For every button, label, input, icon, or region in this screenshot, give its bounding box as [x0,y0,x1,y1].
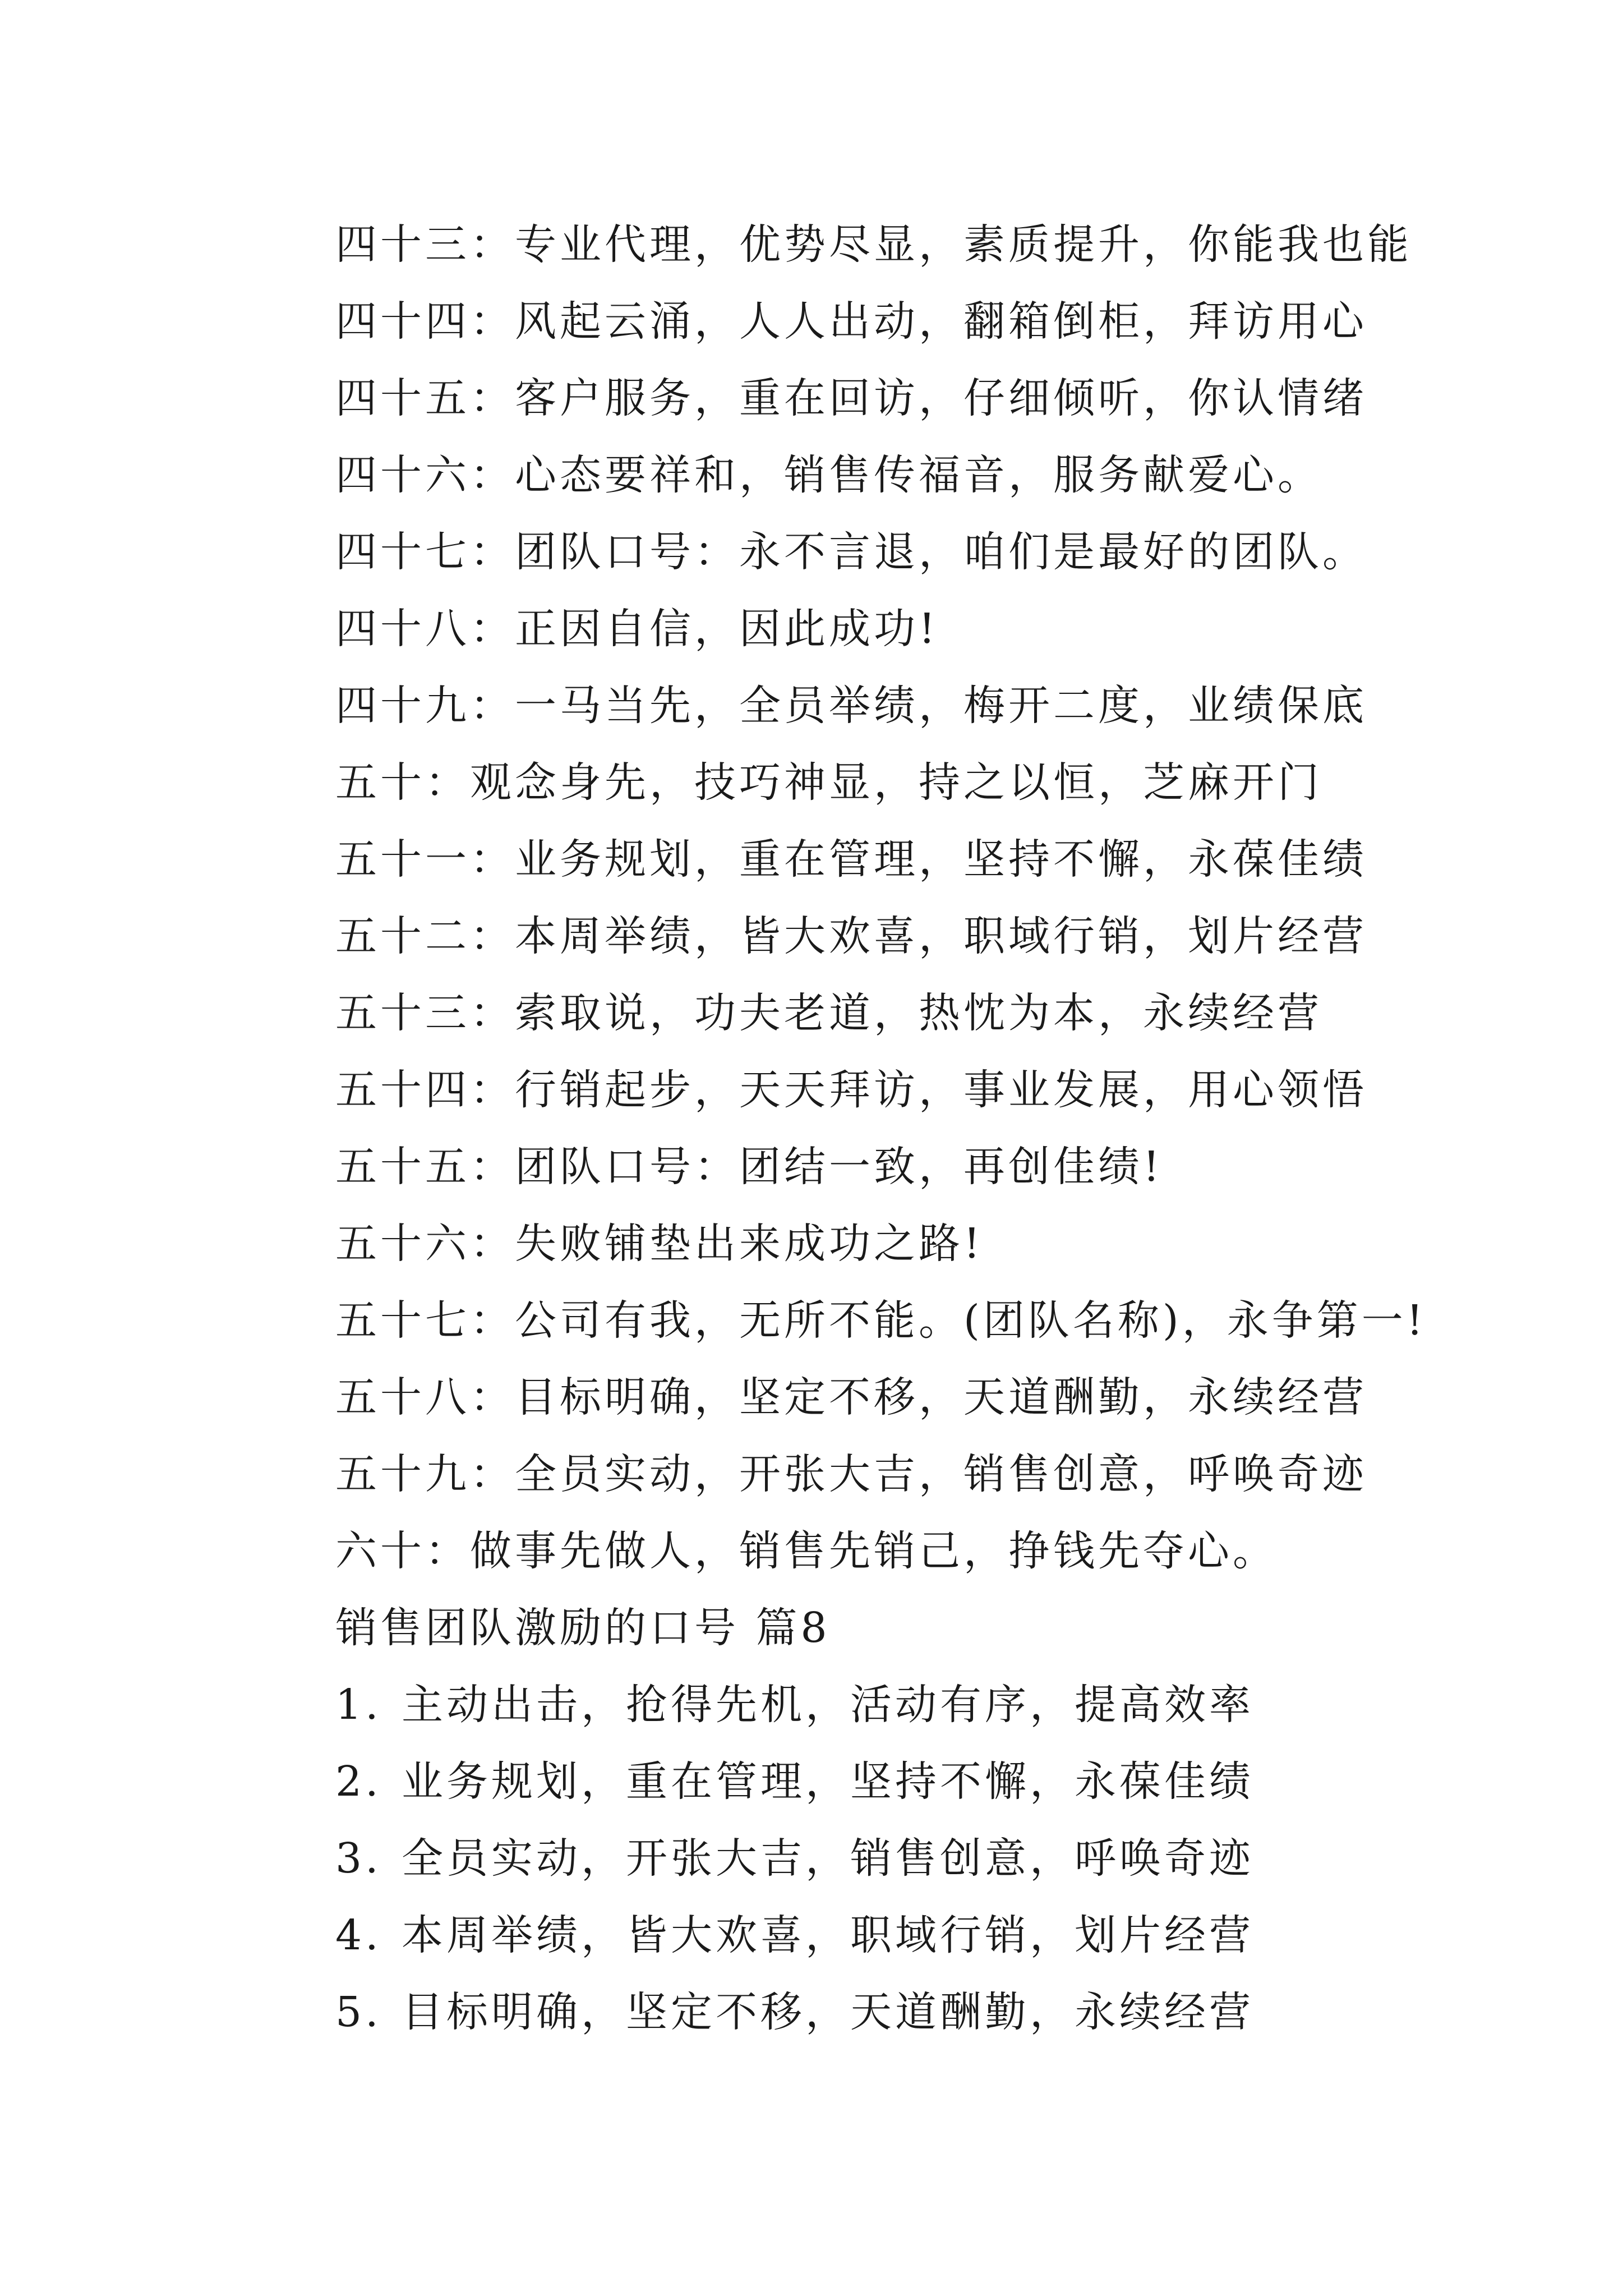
slogan-line: 六十：做事先做人，销售先销己，挣钱先夺心。 [335,1527,1278,1575]
slogan-line: 四十四：风起云涌，人人出动，翻箱倒柜，拜访用心 [335,297,1367,346]
slogan-line: 五十二：本周举绩，皆大欢喜，职域行销，划片经营 [335,912,1367,960]
list-number: 5. [335,1988,382,2036]
list-number: 4. [335,1911,382,1959]
list-number: 2. [335,1757,382,1806]
list-item [335,1820,1457,1897]
slogan-line: 五十六：失败铺垫出来成功之路! [335,1220,984,1268]
list-item [335,1743,1457,1820]
slogan-line: 五十：观念身先，技巧神显，持之以恒，芝麻开门 [335,758,1322,807]
list-item [335,1974,1457,2051]
list-item [335,1897,1457,1974]
slogan-line: 五十一：业务规划，重在管理，坚持不懈，永葆佳绩 [335,835,1367,884]
list-number: 1. [335,1681,382,1729]
slogan-line: 四十三：专业代理，优势尽显，素质提升，你能我也能 [335,220,1412,269]
list-text: 全员实动，开张大吉，销售创意，呼唤奇迹 [402,1834,1254,1883]
slogan-line: 五十七：公司有我，无所不能。(团队名称)，永争第一! [335,1296,1427,1345]
slogan-line: 四十五：客户服务，重在回访，仔细倾听，你认情绪 [335,374,1367,422]
slogan-line: 五十五：团队口号：团结一致，再创佳绩! [335,1143,1163,1191]
list-text: 主动出击，抢得先机，活动有序，提高效率 [402,1681,1254,1729]
document-body [335,206,1457,2051]
slogan-line: 五十八：目标明确，坚定不移，天道酬勤，永续经营 [335,1373,1367,1421]
list-number: 3. [335,1834,382,1883]
slogan-line: 四十六：心态要祥和，销售传福音，服务献爱心。 [335,451,1322,499]
slogan-line: 五十四：行销起步，天天拜访，事业发展，用心领悟 [335,1066,1367,1114]
slogan-line: 五十九：全员实动，开张大吉，销售创意，呼唤奇迹 [335,1450,1367,1498]
section-heading: 销售团队激励的口号 篇8 [335,1604,831,1652]
list-item [335,1667,1457,1743]
slogan-line: 四十九：一马当先，全员举绩，梅开二度，业绩保底 [335,682,1367,730]
slogan-line: 四十七：团队口号：永不言退，咱们是最好的团队。 [335,528,1367,576]
slogan-line: 五十三：索取说，功夫老道，热忱为本，永续经营 [335,989,1322,1037]
list-text: 本周举绩，皆大欢喜，职域行销，划片经营 [402,1911,1254,1959]
list-text: 目标明确，坚定不移，天道酬勤，永续经营 [402,1988,1254,2036]
slogan-line: 四十八：正因自信，因此成功! [335,605,939,653]
list-text: 业务规划，重在管理，坚持不懈，永葆佳绩 [402,1757,1254,1806]
